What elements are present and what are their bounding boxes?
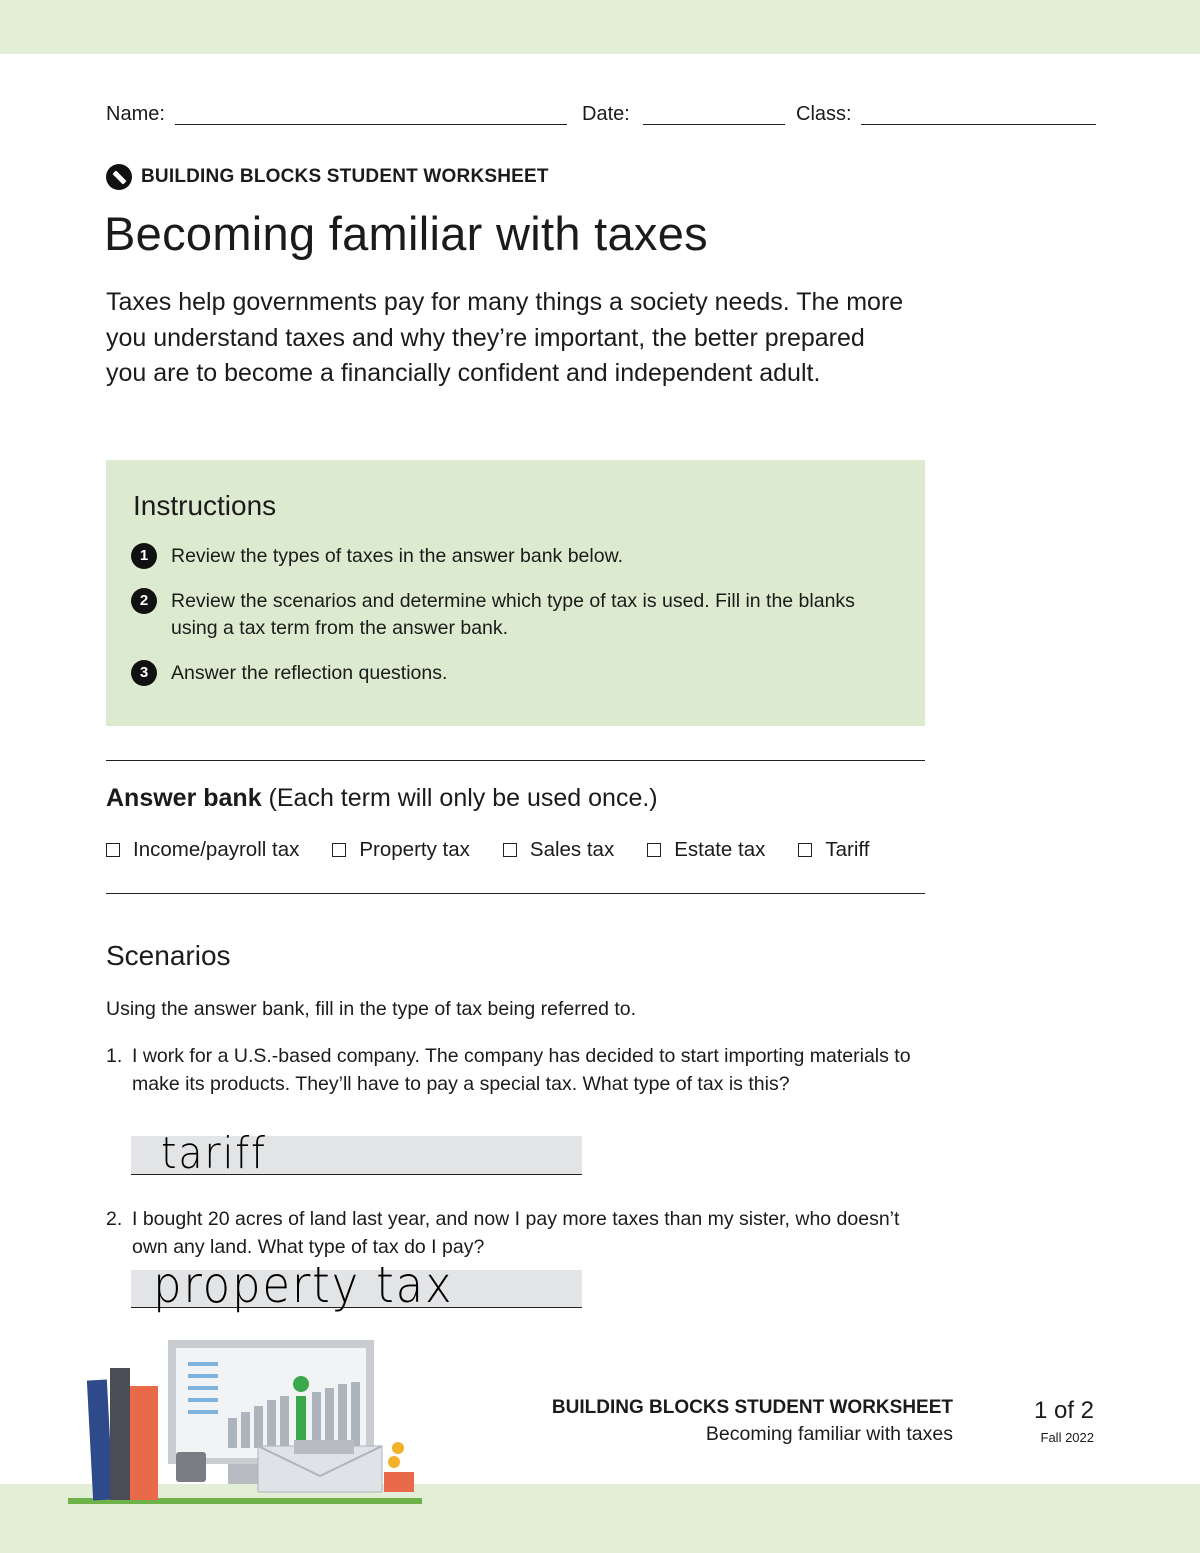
answer-bank-item[interactable] [647, 838, 765, 862]
card [294, 1440, 354, 1454]
scenarios-heading: Scenarios [106, 940, 231, 971]
scenarios-instruction: Using the answer bank, fill in the type of tax being referred to. [106, 998, 637, 1020]
checkbox[interactable] [332, 843, 346, 857]
answer-bank-item[interactable] [798, 838, 869, 862]
handwritten-answer: tariff [161, 1128, 267, 1179]
date-field[interactable] [643, 124, 785, 125]
book [87, 1380, 113, 1501]
coin [388, 1456, 400, 1468]
question [106, 1205, 926, 1261]
class-field[interactable] [861, 124, 1096, 125]
card-red [384, 1472, 414, 1492]
handwritten-answer: property tax [153, 1256, 454, 1314]
class-label: Class: [796, 103, 852, 125]
finance-illustration [68, 1336, 428, 1508]
step-text: Review the types of taxes in the answer bank below. [171, 545, 624, 567]
instructions-heading: Instructions [133, 490, 277, 521]
footer-title: BUILDING BLOCKS STUDENT WORKSHEET [551, 1397, 953, 1418]
checkbox[interactable] [647, 843, 661, 857]
answer-bank-label: Answer bank [106, 784, 262, 812]
top-band [0, 0, 1200, 54]
item-label: Income/payroll tax [133, 838, 300, 861]
highlight-dot [293, 1376, 309, 1392]
answer-bank-item[interactable] [106, 838, 299, 862]
instruction-step [131, 588, 891, 642]
coin [392, 1442, 404, 1454]
item-label: Sales tax [529, 838, 615, 861]
answer-field[interactable] [131, 1128, 582, 1179]
date-label: Date: [582, 103, 630, 125]
item-label: Estate tax [674, 838, 766, 861]
wallet [176, 1452, 206, 1482]
checkbox[interactable] [503, 843, 517, 857]
name-label: Name: [106, 103, 165, 125]
answer-bank-item[interactable] [332, 838, 470, 862]
instructions-box [106, 460, 925, 726]
question-number: 1. [106, 1045, 123, 1067]
answer-bank-item[interactable] [503, 838, 614, 862]
term-label: Fall 2022 [1040, 1430, 1094, 1445]
item-label: Tariff [825, 838, 870, 861]
step-number: 2 [131, 588, 157, 614]
page-number: 1 of 2 [1033, 1397, 1094, 1424]
checkbox[interactable] [106, 843, 120, 857]
kicker-text: BUILDING BLOCKS STUDENT WORKSHEET [141, 166, 549, 187]
answer-bank-list [106, 838, 869, 862]
instruction-step [131, 543, 891, 570]
question-text: I work for a U.S.-based company. The company has decided to start importing materials to make its products. They’ll have to pay a special tax. What type of tax is this? [132, 1045, 911, 1095]
book [110, 1368, 130, 1500]
question-number: 2. [106, 1208, 123, 1230]
book [130, 1386, 158, 1500]
step-text: Review the scenarios and determine which type of tax is used. Fill in the blanks using a tax term from the answer bank. [171, 590, 855, 639]
step-number: 1 [131, 543, 157, 569]
question [106, 1042, 926, 1098]
name-field[interactable] [175, 124, 567, 125]
step-text: Answer the reflection questions. [171, 662, 448, 684]
item-label: Property tax [359, 838, 470, 861]
footer-subtitle: Becoming familiar with taxes [705, 1423, 953, 1445]
worksheet-kicker [106, 164, 549, 190]
page-title: Becoming familiar with taxes [104, 207, 708, 260]
answer-bank-note: (Each term will only be used once.) [261, 784, 658, 812]
pencil-icon [106, 164, 132, 190]
question-text: I bought 20 acres of land last year, and now I pay more taxes than my sister, who doesn’t own any land. What type of tax do I pay? [132, 1208, 900, 1258]
instruction-step [131, 660, 891, 687]
answer-field[interactable] [131, 1256, 582, 1314]
divider [106, 893, 925, 894]
intro-paragraph: Taxes help governments pay for many things a society needs. The more you understand taxes and why they’re important, the better prepared you are to become a financially confident and independent adult. [106, 288, 904, 387]
checkbox[interactable] [798, 843, 812, 857]
divider [106, 760, 925, 761]
step-number: 3 [131, 660, 157, 686]
answer-bank-title [106, 784, 658, 813]
